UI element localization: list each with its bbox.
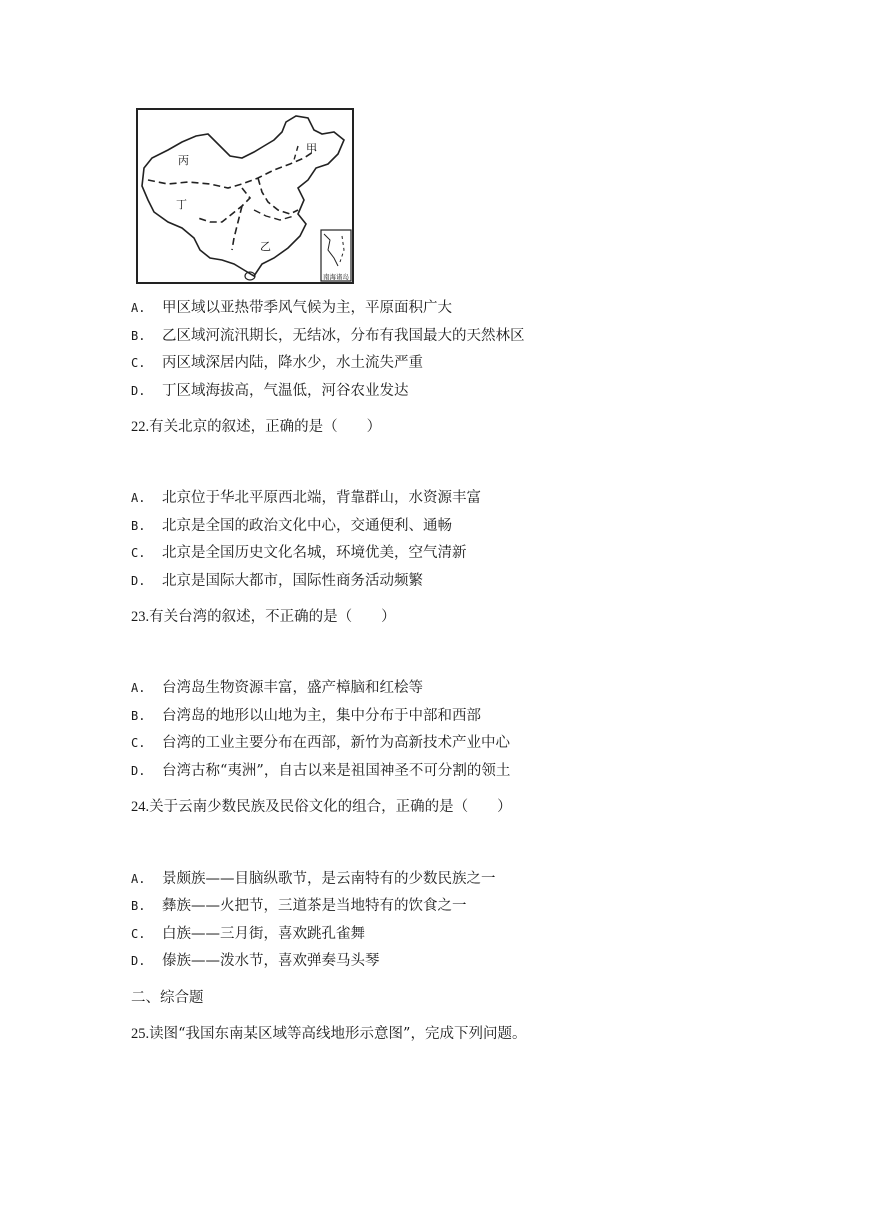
q24-stem bbox=[131, 797, 512, 817]
q23-stem-text: 有关台湾的叙述，不正确的是（ ） bbox=[149, 609, 396, 625]
q23-option-d bbox=[131, 761, 510, 781]
q21-option-d bbox=[131, 381, 409, 401]
q24-option-c bbox=[131, 924, 365, 944]
boundary-center bbox=[254, 210, 294, 220]
china-map-drawing bbox=[138, 110, 352, 282]
q23-option-d-letter: D. bbox=[131, 764, 146, 778]
q23-option-c-text: 台湾的工业主要分布在西部，新竹为高新技术产业中心 bbox=[162, 735, 510, 751]
section2-title: 二、综合题 bbox=[131, 990, 204, 1006]
q22-option-c-text: 北京是全国历史文化名城，环境优美，空气清新 bbox=[162, 545, 467, 561]
q22-number: 22. bbox=[131, 419, 150, 435]
q21-option-c bbox=[131, 353, 423, 373]
q21-option-d-letter: D. bbox=[131, 384, 146, 398]
q24-stem-text: 关于云南少数民族及民俗文化的组合，正确的是（ ） bbox=[149, 799, 512, 815]
q24-option-d-letter: D. bbox=[131, 954, 146, 968]
q25-stem bbox=[131, 1024, 526, 1044]
china-outline bbox=[142, 116, 344, 276]
boundary-loop bbox=[198, 188, 250, 222]
q22-option-a-text: 北京位于华北平原西北端，背靠群山，水资源丰富 bbox=[162, 490, 481, 506]
q24-option-b bbox=[131, 896, 467, 916]
q22-option-b-letter: B. bbox=[131, 519, 146, 533]
q21-option-c-letter: C. bbox=[131, 356, 146, 370]
q21-option-a-text: 甲区域以亚热带季风气候为主，平原面积广大 bbox=[162, 300, 452, 316]
q22-option-b-text: 北京是全国的政治文化中心，交通便利、通畅 bbox=[162, 518, 452, 534]
q23-option-d-text: 台湾古称“夷洲”，自古以来是祖国神圣不可分割的领土 bbox=[162, 763, 511, 779]
q23-option-b-text: 台湾岛的地形以山地为主，集中分布于中部和西部 bbox=[162, 708, 481, 724]
q21-option-b-text: 乙区域河流汛期长，无结冰，分布有我国最大的天然林区 bbox=[162, 328, 525, 344]
china-region-map bbox=[136, 108, 354, 284]
boundary-east bbox=[258, 178, 298, 214]
q21-option-a-letter: A. bbox=[131, 301, 146, 315]
q21-option-a bbox=[131, 298, 452, 318]
q23-option-a-letter: A. bbox=[131, 681, 146, 695]
q23-option-a-text: 台湾岛生物资源丰富，盛产樟脑和红桧等 bbox=[162, 680, 423, 696]
inset-caption: 南海诸岛 bbox=[323, 273, 349, 281]
q24-option-d bbox=[131, 951, 380, 971]
q22-option-d-letter: D. bbox=[131, 574, 146, 588]
q23-option-b bbox=[131, 706, 481, 726]
q22-option-d bbox=[131, 571, 423, 591]
q24-option-d-text: 傣族——泼水节，喜欢弹奏马头琴 bbox=[162, 953, 380, 969]
q24-option-b-letter: B. bbox=[131, 899, 146, 913]
q23-option-b-letter: B. bbox=[131, 709, 146, 723]
q22-option-a bbox=[131, 488, 481, 508]
q22-option-a-letter: A. bbox=[131, 491, 146, 505]
q24-option-c-text: 白族——三月街，喜欢跳孔雀舞 bbox=[162, 926, 365, 942]
q24-option-c-letter: C. bbox=[131, 927, 146, 941]
q24-number: 24. bbox=[131, 799, 150, 815]
q23-option-c-letter: C. bbox=[131, 736, 146, 750]
q21-option-b-letter: B. bbox=[131, 329, 146, 343]
boundary-northeast bbox=[294, 146, 298, 160]
q21-option-c-text: 丙区域深居内陆，降水少，水土流失严重 bbox=[162, 355, 423, 371]
q22-option-c bbox=[131, 543, 467, 563]
q24-option-a-letter: A. bbox=[131, 872, 146, 886]
q22-stem-text: 有关北京的叙述，正确的是（ ） bbox=[149, 419, 382, 435]
label-jia: 甲 bbox=[306, 142, 317, 155]
q24-option-b-text: 彝族——火把节，三道茶是当地特有的饮食之一 bbox=[162, 898, 467, 914]
q23-number: 23. bbox=[131, 609, 150, 625]
q23-option-a bbox=[131, 678, 423, 698]
q22-stem bbox=[131, 417, 381, 437]
q22-option-d-text: 北京是国际大都市，国际性商务活动频繁 bbox=[162, 573, 423, 589]
label-ding: 丁 bbox=[176, 198, 187, 211]
q24-option-a-text: 景颇族——目脑纵歌节，是云南特有的少数民族之一 bbox=[162, 871, 496, 887]
q21-option-b bbox=[131, 326, 525, 346]
q22-option-c-letter: C. bbox=[131, 546, 146, 560]
q25-number: 25. bbox=[131, 1026, 150, 1042]
q23-stem bbox=[131, 607, 396, 627]
q22-option-b bbox=[131, 516, 452, 536]
label-yi: 乙 bbox=[260, 240, 271, 253]
label-bing: 丙 bbox=[178, 154, 189, 167]
q23-option-c bbox=[131, 733, 510, 753]
q24-option-a bbox=[131, 869, 496, 889]
q21-option-d-text: 丁区域海拔高，气温低，河谷农业发达 bbox=[162, 383, 409, 399]
q25-stem-text: 读图“我国东南某区域等高线地形示意图”，完成下列问题。 bbox=[149, 1026, 527, 1042]
